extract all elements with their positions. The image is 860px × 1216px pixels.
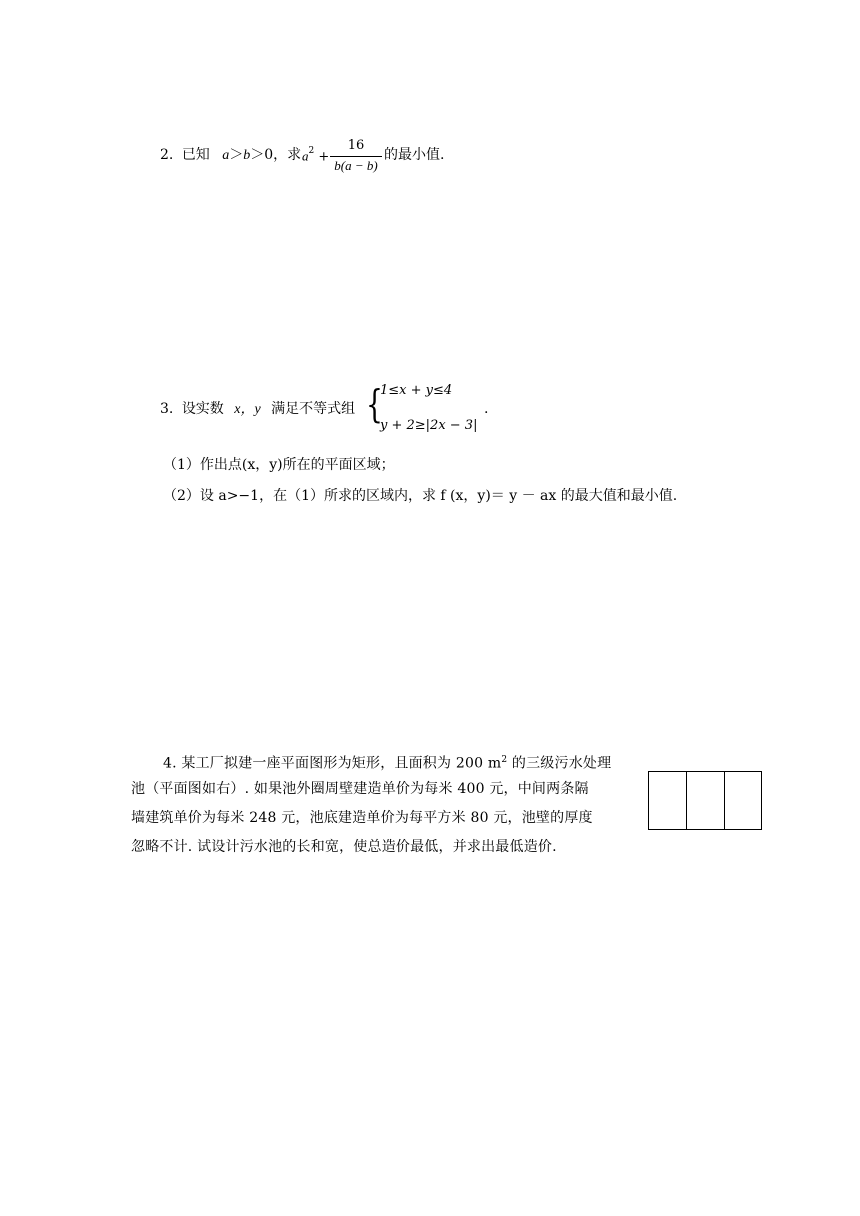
partition-wall-2: [724, 772, 725, 829]
problem-4-line-3: 墙建筑单价为每米 248 元，池底建造单价为每平方米 80 元，池壁的厚度: [131, 810, 593, 826]
problem-3-part-1: （1）作出点(x，y)所在的平面区域；: [163, 457, 395, 473]
term-a: a: [302, 148, 309, 164]
problem-3-vars: x，y: [234, 402, 261, 417]
inequality-2: y + 2≥|2x − 3|: [380, 418, 478, 433]
fraction-bar: [330, 156, 382, 157]
problem-2-prefix: 已知: [181, 147, 210, 163]
condition-tail: ＞0，求: [250, 147, 302, 163]
exponent: 2: [308, 146, 315, 156]
den-rest: (a − b): [340, 158, 378, 173]
fraction-numerator: 16: [347, 138, 365, 153]
fraction-denominator: [330, 158, 382, 174]
plus-sign: +: [318, 149, 330, 165]
problem-4-line-1-tail: 的三级污水处理: [507, 755, 612, 772]
problem-3-intro-text-2: 满足不等式组: [271, 401, 356, 417]
problem-4-line-1-text: 4. 某工厂拟建一座平面图形为矩形，且面积为 200 m: [163, 755, 502, 772]
problem-2-expression: [302, 148, 329, 164]
gt-sign: ＞: [229, 147, 244, 163]
system-period: .: [484, 401, 489, 417]
problem-3-intro: [160, 400, 355, 419]
inequality-1: 1≤x + y≤4: [380, 383, 453, 398]
unit-superscript: 2: [501, 755, 508, 765]
problem-4-line-4: 忽略不计. 试设计污水池的长和宽，使总造价最低，并求出最低造价.: [131, 839, 557, 855]
problem-2: [160, 146, 301, 165]
problem-2-suffix: 的最小值.: [384, 147, 445, 163]
fraction: [330, 138, 382, 178]
var-a: a: [222, 148, 230, 163]
pool-plan-diagram: [648, 771, 762, 830]
system-brace: {: [366, 382, 383, 426]
problem-3-intro-text: 设实数: [181, 401, 224, 417]
partition-wall-1: [686, 772, 687, 829]
den-b: b: [334, 158, 341, 173]
var-b: b: [243, 148, 251, 163]
problem-3-part-2: （2）设 a>−1，在（1）所求的区域内，求 f (x，y)＝ y － ax 的最大值和最小值.: [163, 488, 678, 504]
problem-4-line-1: [163, 746, 611, 779]
problem-2-number: 2.: [160, 147, 174, 163]
problem-4-line-2: 池（平面图如右）. 如果池外圈周壁建造单价为每米 400 元，中间两条隔: [131, 781, 589, 797]
problem-3-number: 3.: [160, 401, 174, 417]
